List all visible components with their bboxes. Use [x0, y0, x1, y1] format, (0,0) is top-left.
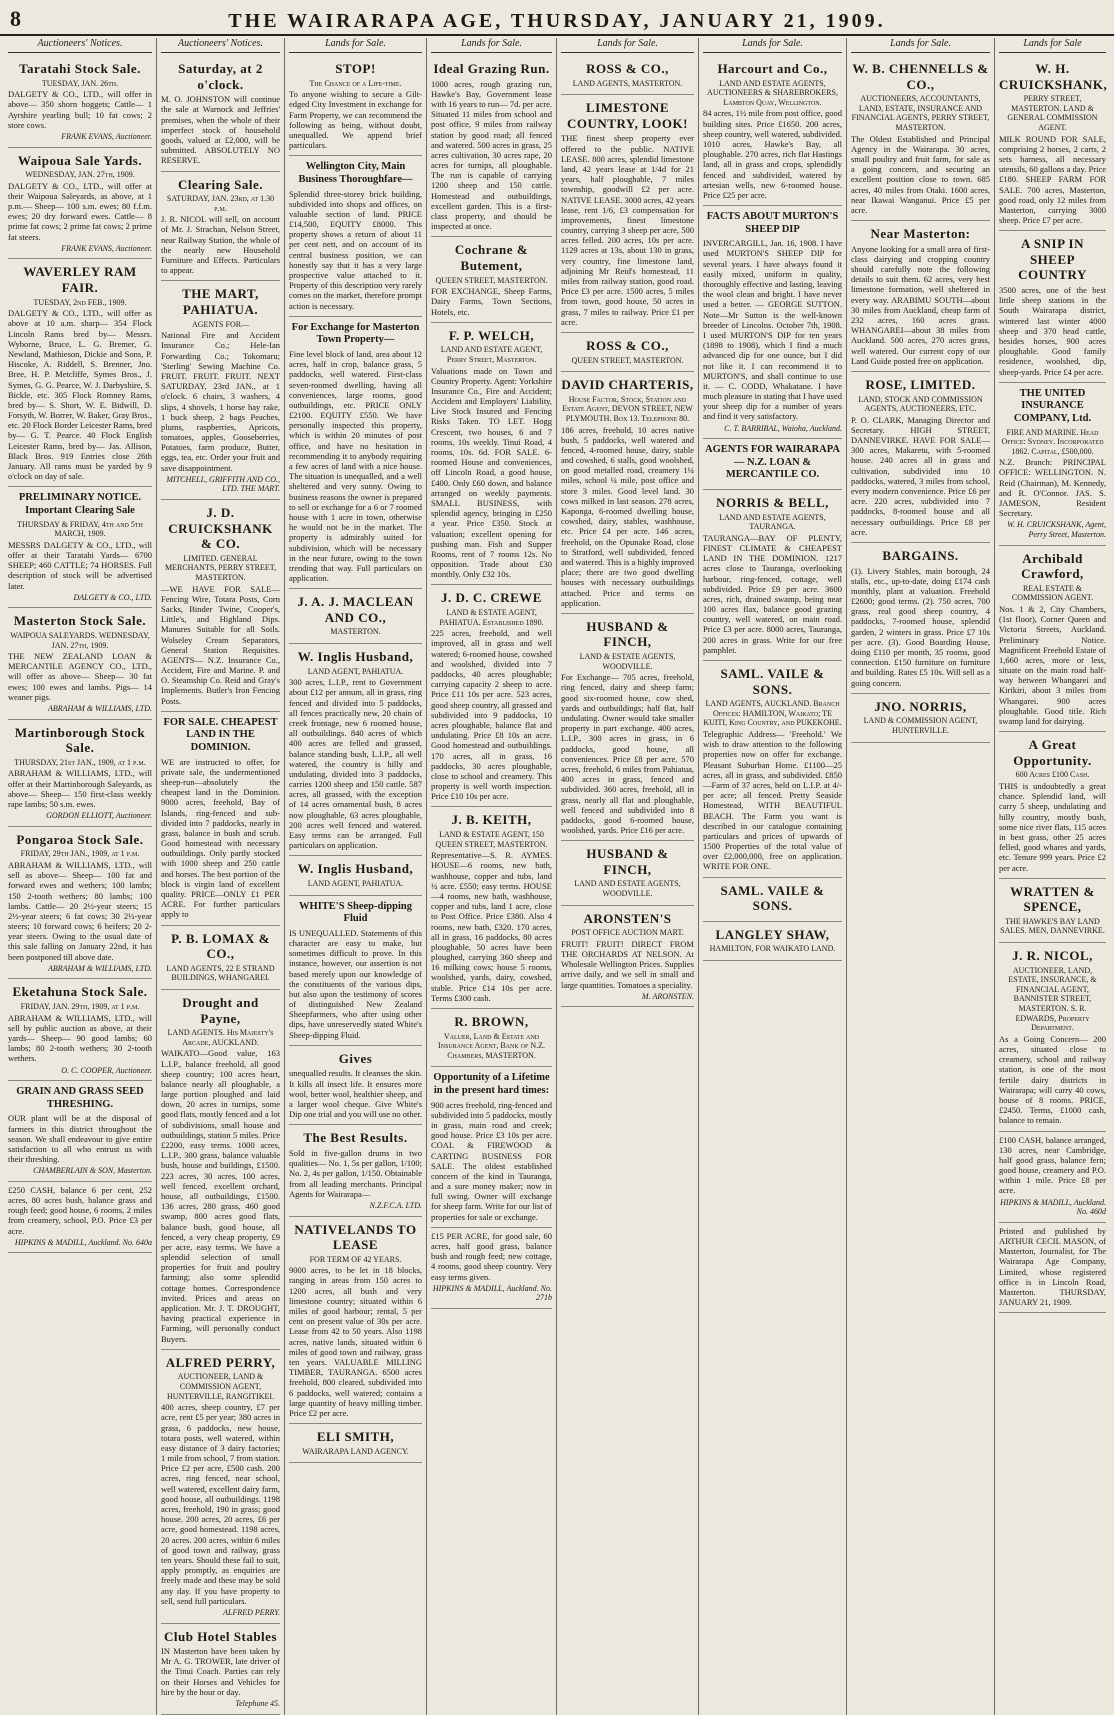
ad-body-text: Fine level block of land, area about 12 acres, half in crop, balance grass, 5 paddocks, well watered. First-class seven-roomed dwelling, having all conveniences, large rooms, good outbuildings, etc. PRICE ONLY £2100. EQUITY £550. We have personally inspected this property, which is within 20 minutes of post office, and have no hesitation in recommending it to anybody requiring a few acres of land with a nice house. The situation is unequalled, and a well sheltered and very sunny. Owing to business reasons the owner is prepared to sell or exchange for a 6 or 7 roomed house with 1 acre in town, otherwise he would not be in the market. The property is admirably suited for subdivision, which will be necessary in the near future, owing to the town trending that way. Full particulars on application.	[289, 348, 422, 584]
ad-body-text: WE are instructed to offer, for private sale, the undermentioned sheep-run—absolutely the cheapest land in the Dominion. 9000 acres, freehold, Bay of Islands, ring-fenced and sub-divided into 7 paddocks, nearly in grass, balance in bush and scrub. Good homestead with necessary outbuildings. Only partly stocked with 1000 sheep and 250 cattle and horses. The best portion of the block is virgin land of excellent quality. PRICE—ONLY £1 PER ACRE. For further particulars apply to	[161, 756, 280, 920]
ad-body-text: The Oldest Established and Principal Agency in the Wairarapa. 30 acres, small poultry and fruit farm, for sale as a going concern, and securing an excellent position close to town. 685 acres, 40 miles from Otaki. 1600 acres, near Ikawai Wanganui. Price £5 per acre.	[851, 133, 990, 215]
column-heading: Lands for Sale.	[289, 38, 422, 53]
advertisement	[289, 1125, 422, 1216]
advertisement	[999, 383, 1106, 546]
advertisement	[431, 807, 552, 1009]
ad-body-text: 3500 acres, one of the best little sheep stations in the South Wairarapa district, wintered last winter 4000 sheep and 370 head cattle, besides horses, 900 acres ploughable. Good family residence, woolshed, dip, sheep-yards. Price £4 per acre.	[999, 285, 1106, 377]
ad-title: LANGLEY SHAW,	[715, 926, 830, 942]
ad-title: R. BROWN,	[454, 1014, 529, 1030]
ad-title: WAVERLEY RAM FAIR.	[23, 264, 137, 296]
ad-signature: MITCHELL, GRIFFITH AND CO., LTD. THE MART.	[166, 474, 280, 494]
column-heading: Auctioneers' Notices.	[161, 38, 280, 53]
ad-subtitle: LAND & COMMISSION AGENT, HUNTERVILLE.	[863, 716, 978, 735]
ad-title: FACTS ABOUT MURTON'S SHEEP DIP	[706, 211, 839, 235]
ad-body-text: ABRAHAM & WILLIAMS, LTD., will offer at their Martinborough Saleyards, as above— Sheep— 150 first-class weekly rape lambs; 50 s.m. ewes.	[8, 768, 152, 809]
ad-title: NATIVELANDS TO LEASE	[294, 1221, 417, 1253]
advertisement	[161, 926, 280, 990]
ad-signature: GORDON ELLIOTT, Auctioneer.	[46, 811, 152, 821]
ad-signature: W. H. CRUICKSHANK, Agent, Perry Street, Masterton.	[1007, 520, 1106, 539]
ad-body-text: (1). Livery Stables, main borough, 24 stalls, etc., up-to-date, doing £174 cash monthly, plant at valuation. Freehold £2600; good terms. (2). 750 acres, 700 grass, real good sheep country, 4 paddocks, 7-roomed house, splendid garden, 2 winters in grass. Price £7 10s per acre. (3). Good Boarding House, doing £110 per month, 35 rooms, good connection. £150 furniture on furniture and building. Rates £5 10s. Will sell as a going concern.	[851, 565, 990, 688]
advertisement	[161, 281, 280, 500]
ad-title: W. H. CRUICKSHANK,	[999, 61, 1108, 92]
advertisement	[851, 543, 990, 694]
ad-title: GRAIN AND GRASS SEED THRESHING.	[16, 1086, 144, 1110]
ad-title: PRELIMINARY NOTICE. Important Clearing Sale	[18, 492, 142, 516]
ad-title: J. D. C. CREWE	[441, 590, 542, 606]
newspaper-title: THE WAIRARAPA AGE, THURSDAY, JANUARY 21, 1909.	[228, 10, 886, 32]
column-heading: Lands for Sale.	[431, 38, 552, 53]
ad-title: ROSS & CO.,	[586, 61, 669, 76]
ad-signature: HIPKINS & MADILL, Auckland. No. 271b	[432, 1283, 552, 1303]
ad-title: THE MART, PAHIATUA.	[182, 286, 259, 317]
ad-subtitle: THURSDAY, 21st JAN., 1909, at 1 p.m.	[14, 757, 146, 767]
column-1	[4, 38, 157, 1715]
ad-subtitle: THURSDAY & FRIDAY, 4th and 5th MARCH, 1909.	[17, 519, 143, 539]
ad-body-text: 300 acres, L.I.P., rent to Government about £12 per annum, all in grass, ring fenced and divided into 5 paddocks, all fences practically new, 20 chain of creek frontage, new 6 roomed house, all outbuildings. 840 acres of which 400 acres are felled and grassed, balance standing bush, L.I.P., all well watered, the country is hilly and undulating, divided into 3 paddocks, carries 1200 sheep and 150 cattle. 587 acres, all grassed, with the exception of 14 acres ornamental bush, 8 acres now ploughable, 63 acres ploughable, 200 acres well fenced and watered. Easy terms can be arranged. Full particulars on application.	[289, 677, 422, 851]
advertisement	[999, 879, 1106, 943]
advertisement	[999, 1132, 1106, 1223]
ad-title: Gives	[338, 1050, 373, 1066]
ad-subtitle: FOR TERM OF 42 YEARS.	[309, 1254, 402, 1264]
ad-title: ROSE, LIMITED.	[865, 376, 976, 392]
ad-body-text: £250 CASH, balance 6 per cent, 252 acres, 80 acres bush, balance grass and rough feed; good house, 6 rooms, 2 miles from creamery, school, P.O. Price £3 per acre.	[8, 1184, 152, 1236]
ad-title: Pongaroa Stock Sale.	[16, 831, 144, 847]
ad-title: P. B. LOMAX & CO.,	[171, 930, 270, 962]
ad-body-text: ABRAHAM & WILLIAMS, LTD., will sell by public auction as above, at their yards— Sheep— 90 good lambs; 60 lambs; 80 2-tooth wethers; 30 2-tooth wethers.	[8, 1012, 152, 1064]
ad-title: ARONSTEN'S	[583, 910, 672, 926]
ad-title: F. P. WELCH,	[448, 327, 535, 343]
ad-body-text: —WE HAVE FOR SALE— Fencing Wire, Totara Posts, Corn Sacks, Binder Twine, Cooper's, Little's, and Highland Dips. Manures Suitable for all Soils. Wolseley Cream Separators, General Station Requisites. AGENTS— N.Z. Insurance Co., Accident, Fire and Marine. P. and O. Steamship Co. Reid and Gray's Implements. Butler's Iron Fencing Posts.	[161, 583, 280, 706]
ad-title: Taratahi Stock Sale.	[19, 61, 141, 76]
ad-title: Opportunity of a Lifetime in the present hard times:	[433, 1072, 550, 1096]
ad-body-text: Nos. 1 & 2, City Chambers, (1st floor), Corner Queen and Victoria Streets, Auckland. Preliminary Notice. Magnificent Freehold Estate of 1,660 acres, more or less, situate on the main road half-way between Whangarei and Kirikiri, about 3 miles from Whangarei. 900 acres ploughable. Good title. Rich swamp land for dairying.	[999, 603, 1106, 727]
advertisement	[703, 56, 842, 206]
ad-subtitle: REAL ESTATE & COMMISSION AGENT.	[1011, 583, 1094, 603]
advertisement	[431, 585, 552, 807]
column-heading: Auctioneers' Notices.	[8, 38, 152, 53]
advertisement	[8, 56, 152, 148]
ad-subtitle: TUESDAY, JAN. 26th.	[41, 78, 119, 88]
ad-title: THE UNITED INSURANCE COMPANY, Ltd.	[1013, 387, 1092, 424]
ad-title: J. D. CRUICKSHANK & CO.	[168, 505, 273, 552]
advertisement	[851, 372, 990, 543]
ad-subtitle: MASTERTON.	[330, 627, 381, 637]
ad-subtitle: LAND AND ESTATE AGENTS, TAURANGA.	[719, 512, 826, 532]
ad-subtitle: LAND AGENT, PAHIATUA.	[307, 879, 404, 888]
ad-title: W. Inglis Husband,	[297, 861, 414, 877]
column-3	[285, 38, 427, 1715]
ad-title: For Exchange for Masterton Town Property—	[291, 321, 420, 346]
ad-title: WHITE'S Sheep-dipping Fluid	[299, 900, 412, 925]
ad-body-text: For Exchange— 705 acres, freehold, ring fenced, dairy and sheep farm; good six-roomed house, cow shed, yards and outbuildings; half flat, half undulating. Owner would take smaller property in part exchange. 400 acres, L.I.P., 300 acres in grass, in 6 paddocks, good house, all conveniences. Price £8 per acre. 570 acres, freehold, 6 miles from Pahiatua, 400 acres in grass, fenced and subdivided. 360 acres, freehold, all in grass, nearly all flat and ploughable, well fenced and subdivided into 8 paddocks, good 6-roomed house, woolshed, yards. Price £16 per acre.	[561, 672, 694, 836]
ad-body-text: MILK ROUND FOR SALE, comprising 2 horses, 2 carts, 2 sets harness, all necessary utensils, 60 gallons a day. Price £180. SHEEP FARM FOR SALE. 700 acres, Masterton, good road, only 12 miles from Masterton, carrying 3000 sheep. Price £7 per acre.	[999, 133, 1106, 226]
ad-body-text: To anyone wishing to secure a Gilt-edged City Investment in exchange for Farm Property, we can recommend the following as being, without doubt, unequalled. We append brief particulars.	[289, 89, 422, 151]
advertisement	[431, 323, 552, 586]
ad-title: Drought and Payne,	[182, 994, 259, 1026]
ad-title: HUSBAND & FINCH,	[586, 846, 669, 877]
columns	[4, 38, 1110, 1709]
ad-subtitle: LAND AGENTS, 22 E STRAND BUILDINGS, WHANGAREI.	[166, 963, 275, 983]
advertisement	[289, 317, 422, 590]
ad-body-text: ABRAHAM & WILLIAMS, LTD., will sell as above— Sheep— 100 fat and forward ewes and wethers; 100 lambs; 150 2-tooth wethers; 80 lambs; 100 lambs. Cattle— 20 2½-year steers; 15 2½-year steers; 6 fat cows; 30 2½-year steers; 10 forward cows; 6 heifers; 20 2-year steers. Owing to the usual date of this sale falling on January 22nd, it has been postponed till above date.	[8, 859, 152, 962]
advertisement	[289, 896, 422, 1046]
ad-title: NORRIS & BELL,	[716, 495, 829, 510]
advertisement	[289, 589, 422, 644]
ad-subtitle: PERRY STREET, MASTERTON. LAND & GENERAL COMMISSION AGENT.	[1007, 94, 1098, 132]
advertisement	[8, 1081, 152, 1182]
ad-title: The Best Results.	[303, 1130, 408, 1146]
ad-title: LIMESTONE COUNTRY, LOOK!	[567, 100, 688, 131]
column-2	[157, 38, 285, 1715]
ad-signature: FRANK EVANS, Auctioneer.	[61, 243, 152, 253]
advertisement	[289, 1424, 422, 1463]
ad-subtitle: WAIRARAPA LAND AGENCY.	[302, 1446, 409, 1456]
ad-signature: CHAMBERLAIN & SON, Masterton.	[33, 1166, 152, 1176]
ad-title: Harcourt and Co.,	[717, 61, 828, 76]
ad-signature: ABRAHAM & WILLIAMS, LTD.	[47, 963, 152, 973]
ad-body-text: N.Z. Branch: PRINCIPAL OFFICE: WELLINGTON. N. Reid (Chairman), M. Kennedy, and R. O'Connor. JAS. S. JAMESON, Resident Secretary.	[999, 457, 1106, 519]
ad-signature: HIPKINS & MADILL, Auckland. No. 640a	[14, 1237, 152, 1247]
ad-subtitle: LAND AGENT, PAHIATUA.	[307, 666, 404, 676]
advertisement	[703, 439, 842, 490]
ad-subtitle: AUCTIONEER, LAND & COMMISSION AGENT, HUNTERVILLE, RANGITIKEI.	[166, 1372, 275, 1401]
column-heading: Lands for Sale.	[851, 38, 990, 53]
ad-body-text: INVERCARGILL, Jan. 16, 1908. I have used MURTON'S SHEEP DIP for several years. I have always found it easily mixed, uniform in quality, thoroughly effective and lasting, leaving the wool clean and bright. I have never used a better. — GEORGE SUTTON. Note—Mr Sutton is the well-known breeder of Lincolns. October 7th, 1908. I used MURTON'S DIP for ten years (1898 to 1908), which I find a much advanced dip for one ounce, but I did not like it. I can recommend it to MURTON'S, and shall continue to use it. — C. CODD, Whakatane. I have much pleasure in stating that I have used your sheep dip for a number of years and find it very satisfactory.	[703, 238, 842, 422]
ad-title: Masterton Stock Sale.	[13, 613, 147, 629]
ad-title: SAML. VAILE & SONS.	[720, 666, 825, 697]
advertisement	[999, 943, 1106, 1131]
ad-subtitle: LAND AGENTS. His Majesty's Arcade, AUCKLAND.	[167, 1028, 274, 1047]
advertisement	[289, 644, 422, 856]
advertisement	[561, 372, 694, 614]
advertisement	[431, 237, 552, 322]
ad-title: Near Masterton:	[870, 226, 971, 242]
ad-body-text: Splendid three-storey brick building, subdivided into shops and offices, on valuable section of land. PRICE £14,500, EQUITY £8000. This property shows a return of about 11 per cent nett, and on account of its central business position, we can honestly say that it has a very large prospective value attached to it. Property of this description very rarely comes on the market, therefore prompt action is necessary.	[289, 188, 422, 311]
ad-title: Martinborough Stock Sale.	[14, 724, 146, 756]
ad-title: JNO. NORRIS,	[874, 698, 967, 714]
column-8	[995, 38, 1110, 1715]
advertisement	[8, 1182, 152, 1254]
ad-title: W. Inglis Husband,	[297, 649, 414, 665]
ad-title: DAVID CHARTERIS,	[561, 377, 694, 393]
advertisement	[999, 546, 1106, 733]
advertisement	[561, 614, 694, 841]
ad-signature: DALGETY & CO., LTD.	[73, 592, 152, 602]
ad-subtitle: LAND, STOCK AND COMMISSION AGENTS, AUCTIONEERS, ETC.	[858, 394, 983, 414]
ad-subtitle: WEDNESDAY, JAN. 27th, 1909.	[25, 170, 135, 180]
ad-subtitle: AUCTIONEER, LAND, ESTATE, INSURANCE, & FINANCIAL AGENT, BANNISTER STREET, MASTERTON. S. R. EDWARDS, Property Department.	[1008, 965, 1097, 1033]
ad-title: SAML. VAILE & SONS.	[720, 882, 825, 914]
ad-title: Waipoua Sale Yards.	[17, 152, 143, 168]
advertisement	[289, 56, 422, 156]
ad-subtitle: WAIPOUA SALEYARDS. WEDNESDAY, JAN. 27th, 1909.	[10, 630, 150, 650]
advertisement	[561, 95, 694, 333]
ad-subtitle: THE HAWKE'S BAY LAND SALES. MEN, DANNEVIRKE.	[1000, 916, 1105, 936]
advertisement	[289, 1046, 422, 1126]
ad-body-text: J. R. NICOL will sell, on account of Mr. J. Strachan, Nelson Street, near Railway Station, the whole of the nearly new Household Furniture and Effects. Particulars to appear.	[161, 214, 280, 276]
column-4	[427, 38, 557, 1715]
ad-subtitle: HAMILTON, FOR WAIKATO LAND.	[709, 944, 836, 954]
advertisement	[8, 148, 152, 260]
advertisement	[161, 56, 280, 172]
advertisement	[703, 490, 842, 661]
advertisement	[561, 333, 694, 372]
column-5	[557, 38, 699, 1715]
ad-body-text: 900 acres freehold, ring-fenced and subdivided into 5 paddocks, mostly in grass, main road and creek; good house. Price £3 10s per acre. COAL & FIREWOOD & CARTING BUSINESS FOR SALE. The oldest established concern of the kind in Tauranga, and a sure money maker; now in full swing. Owner will exchange for sheep farm. Write for our list of properties for sale or exchange.	[431, 1099, 552, 1222]
ad-signature: FRANK EVANS, Auctioneer.	[61, 131, 152, 141]
ad-signature: M. ARONSTEN.	[641, 991, 694, 1001]
ad-body-text: Anyone looking for a small area of first-class dairying and cropping country should carefully note the following details to suit them. 62 acres, very best limestone formation, well sheltered in every way. ARABIMU SOUTH—about 30 miles from Auckland, cheap farm of 232 acres, 160 acres grass. WHANGAREI—about 38 miles from Auckland. 500 acres, 270 acres grass, well watered. Our current copy of our Land Guide posted free on application.	[851, 243, 990, 366]
advertisement	[431, 56, 552, 237]
ad-body-text: WAIKATO—Good value, 163 L.I.P., balance freehold, all good sheep country; 100 acres heart, balance nearly all ploughable, a large portion ploughed and laid down, 20 acres in turnips, some good flats, mostly fenced and a lot of subdivisions, small house and outbuildings, station 5 miles. Price £2200, easy terms. 1000 acres, L.I.P., 300 grass, balance valuable bush, house and buildings, £1500. 223 acres, 30 acres, 100 acres, well fenced, excellent orchard, house, all outbuildings, £1500. 136 acres, 280 grass, 460 good swamp, 800 acres good flats, balance bush, good house, all fenced, a very cheap property, £9 per acre, easy terms. We have a splendid selection of small properties for fruit and poultry farming; also some splendid cottage homes. Correspondence invited. Prices and areas on application. Mr. J. T. DROUGHT, having practical experience in Farming, will personally conduct Buyers.	[161, 1048, 280, 1344]
advertisement	[289, 156, 422, 316]
ad-body-text: unequalled results. It cleanses the skin. It kills all insect life. It ensures more wool, better wool, healthier sheep, and a larger wool cheque. Give White's Dip one trial and you will use no other.	[289, 1068, 422, 1120]
ad-title: AGENTS FOR WAIRARAPA— N.Z. LOAN & MERCANTILE CO.	[705, 444, 840, 481]
advertisement	[561, 841, 694, 905]
ad-title: ALFRED PERRY,	[165, 1354, 276, 1370]
ad-title: ELI SMITH,	[316, 1429, 395, 1445]
advertisement	[8, 608, 152, 719]
ad-body-text: 1000 acres, rough grazing run, Hawke's Bay, Government lease with 16 years to run— 7d. per acre. Situated 11 miles from school and post office, 9 miles from railway station by good road; all fenced and watered. 500 acres in grass, 25 acres cultivation, 30 acres rape, 20 acres for turnips, all ploughable. The run is capable of carrying 1200 sheep and 150 cattle. Homestead and outbuildings, excellent garden. This is a first-class property, and should be inspected at once.	[431, 78, 552, 232]
ad-body-text: FRUIT! FRUIT! DIRECT FROM THE ORCHARDS AT NELSON. At Wholesale Wellington Prices. Supplies arrive daily, and we sell in small and large quantities. Tomatoes a speciality.	[561, 938, 694, 990]
ad-title: Archibald Crawford,	[1021, 550, 1084, 582]
advertisement	[999, 56, 1106, 231]
ad-subtitle: SATURDAY, JAN. 23rd, at 1.30 p.m.	[166, 194, 275, 213]
advertisement	[431, 1067, 552, 1227]
advertisement	[561, 906, 694, 1008]
ad-title: Eketahuna Stock Sale.	[12, 984, 148, 1000]
ad-body-text: P. O. CLARK, Managing Director and Secretary. HIGH STREET, DANNEVIRKE. HAVE FOR SALE— 300 acres, Makaretu, with 5-roomed house. 240 acres all in grass and cultivation, subdivided into 10 paddocks, watered, 3 miles from school, every modern convenience. Price £6 per acre. 220 acres, subdivided into 7 paddocks, 8-roomed house and all necessary outbuildings. Price £8 per acre.	[851, 414, 990, 537]
ad-subtitle: The Chance of a Life-time.	[309, 78, 402, 88]
ad-body-text: Sold in five-gallon drums in two qualities— No. 1, 5s per gallon, 1/100; No. 2, 4s per gallon, 1/150. Obtainable from all leading merchants. Principal Agents for Wairarapa—	[289, 1147, 422, 1199]
advertisement	[703, 878, 842, 922]
ad-title: J. B. KEITH,	[451, 812, 532, 828]
ad-title: STOP!	[335, 61, 376, 76]
ad-subtitle: FRIDAY, 29th JAN., 1909, at 1 p.m.	[20, 849, 140, 859]
ad-subtitle: 600 Acres £100 Cash.	[1015, 770, 1090, 780]
ad-title: BARGAINS.	[882, 547, 959, 563]
masthead	[0, 0, 1114, 36]
ad-subtitle: QUEEN STREET, MASTERTON.	[571, 355, 684, 365]
ad-body-text: Printed and published by ARTHUR CECIL MASON, of Masterton, Journalist, for The Wairarapa Age Company, Limited, whose registered office is in Lincoln Road, Masterton. THURSDAY, JANUARY 21, 1909.	[999, 1225, 1106, 1308]
ad-body-text: 84 acres, 1½ mile from post office, good building sites. Price £1650. 200 acres, sheep country, well watered, subdivided. 1010 acres, Hawke's Bay, all ploughable. 270 acres, rich flat Hastings land, all in grass and crops, splendidly fenced and subdivided, watered by artesian wells, new 6-roomed house. Price £25 per acre.	[703, 108, 842, 200]
ad-subtitle: LAND AND ESTATE AGENT, Perry Street, Masterton.	[440, 345, 543, 364]
ad-signature: ABRAHAM & WILLIAMS, LTD.	[47, 704, 152, 714]
ad-signature: C. T. BARRIBAL, Waioha, Auckland.	[724, 423, 842, 433]
ad-title: W. B. CHENNELLS & CO.,	[852, 61, 989, 92]
ad-body-text: £15 PER ACRE, for good sale, 60 acres, half good grass, balance bush and rough feed; new cottage, 4 rooms, good sheep country. Very easy terms given.	[431, 1230, 552, 1282]
ad-subtitle: FRIDAY, JAN. 29th, 1909, at 1 p.m.	[20, 1002, 140, 1011]
ad-body-text: MESSRS DALGETY & CO., LTD., will offer at their Taratahi Yards— 6700 SHEEP; 460 CATTLE; 74 HORSES. Full description of stock will be advertised later.	[8, 539, 152, 591]
ad-body-text: IN Masterton have been taken by Mr A. G. TROWER, late driver of the Tinui Coach. Parties can rely on their Horses and Vehicles for hire by the hour or day.	[161, 1646, 280, 1697]
ad-body-text: £100 CASH, balance arranged, 130 acres, near Cambridge, half good grass, balance fern; good house, creamery and P.O. within 1 mile. Price £8 per acre.	[999, 1134, 1106, 1196]
column-heading: Lands for Sale	[999, 38, 1106, 53]
ad-title: FOR SALE. CHEAPEST LAND IN THE DOMINION.	[163, 716, 278, 753]
advertisement	[289, 856, 422, 895]
ad-body-text: 186 acres, freehold, 10 acres native bush, 5 paddocks, well watered and fenced, 4-roomed house, dairy, stable and cowshed, 6 stalls, good woolshed, on good metalled road, creamery 1¼ miles, school ¼ mile, post office and store 3 miles. Good level land. 30 cows milked in last season. 278 acres, Kaponga, 6-roomed dwelling house, cowshed, dairy, stables, washhouse, etc. Price £4 per acre. 146 acres, freehold, on the Opunake Road, close to Stratford, well subdivided, fenced and watered. This is a highly improved place; there are two good dwelling houses with necessary outbuildings attached. Price and terms on application.	[561, 424, 694, 608]
ad-body-text: TAURANGA—BAY OF PLENTY, FINEST CLIMATE & CHEAPEST LAND IN THE DOMINION. 1217 acres close to Tauranga, overlooking harbour, ring-fenced, cottage, well subdivided. Price £9 per acre. 3600 acres, rich, drained swamp, being near 100 acres flax, balance good grazing country, well watered, on main road. Price £3 per acre. 8000 acres, Tauranga, 200 acres in grass. Write for our free pamphlet.	[703, 532, 842, 655]
ad-subtitle: LAND AGENTS, MASTERTON.	[572, 78, 683, 88]
column-6	[699, 38, 847, 1715]
ad-subtitle: House Factor, Stock, Station and Estate Agent, DEVON STREET, NEW PLYMOUTH. Box 13. Telephone 80.	[562, 394, 693, 423]
ad-body-text: M. O. JOHNSTON will continue the sale at Warnock and Jeffries' premises, when the whole of their imperfect stock of household goods, valued at £2,000, will be submitted. ABSOLUTELY NO RESERVE.	[161, 94, 280, 166]
ad-title: WRATTEN & SPENCE,	[1010, 883, 1095, 915]
ad-body-text: FOR EXCHANGE, Sheep Farms, Dairy Farms, Town Sections, Hotels, etc.	[431, 286, 552, 317]
advertisement	[431, 1228, 552, 1309]
ad-body-text: OUR plant will be at the disposal of farmers in this district throughout the season. We shall endeavour to give entire satisfaction to all who entrust us with their threshing.	[8, 1113, 152, 1165]
ad-body-text: DALGETY & CO., LTD., will offer in above— 350 shorn hoggets; Cattle— 1 Ayrshire yearling bull; 10 fat cows; 2 store cows.	[8, 89, 152, 130]
advertisement	[999, 1223, 1106, 1314]
advertisement	[161, 712, 280, 926]
advertisement	[161, 500, 280, 712]
ad-signature: HIPKINS & MADILL, Auckland. No. 460d	[1000, 1197, 1106, 1217]
ad-body-text: DALGETY & CO., LTD., will offer as above at 10 a.m. sharp— 354 Flock Lincoln Rams bred by— Messrs. Wyborne, Bruce, L. G. Bremer, G. Newland, Mathieson, Dickie and Sons, P. Hiscoke, A. Riddell, S. Brenner, Jno. Bree, H. P. Metcliffe, Symes Bros., J. Symes, G. G. Pearce, W. J. Darbyshire, S. Bickle, etc. 305 Flock Romney Rams, bred by— S. Short, W. E. Bidwill, D. Forsyth, W. Borrer, W. Baker, Gray Bros., etc. 20 Flock Border Leicester Rams, bred by— G. T. Pearce. 40 Flock English Leicester Rams, bred by— Jas. Allison, Black Bros. 919 Entries close 26th January. All rams must be yarded by 9 o'clock on day of sale.	[8, 308, 152, 482]
ad-signature: O. C. COOPER, Auctioneer.	[61, 1065, 152, 1075]
ad-subtitle: LAND & ESTATE AGENTS, WOODVILLE.	[579, 652, 676, 671]
ad-title: J. A. J. MACLEAN AND CO.,	[297, 594, 414, 625]
ad-title: Saturday, at 2 o'clock.	[178, 61, 263, 92]
ad-subtitle: TUESDAY, 2nd FEB., 1909.	[33, 297, 127, 307]
advertisement	[703, 661, 842, 878]
ad-title: Clearing Sale.	[178, 176, 263, 192]
ad-body-text: As a Going Concern— 200 acres, situated close to creamery, school and railway station, is one of the most fertile dairy districts in Wairarapa; will carry 40 cows, house of 8 rooms. PRICE, £2450. Terms, £1000 cash, balance to remain.	[999, 1033, 1106, 1126]
ad-title: Club Hotel Stables	[163, 1628, 277, 1644]
ad-title: A Great Opportunity.	[1013, 737, 1092, 768]
advertisement	[561, 56, 694, 95]
ad-body-text: IS UNEQUALLED. Statements of this character are easy to make, but sometimes difficult to prove. In this instance, however, our assertion is not based merely upon our knowledge of the constituents of the various dips, but also upon the testimony of scores of distinguished New Zealand Sheepfarmers, who after using other dips, have unreservedly stated White's Sheep-dipping Fluid.	[289, 927, 422, 1040]
column-heading: Lands for Sale.	[703, 38, 842, 53]
ad-subtitle: QUEEN STREET, MASTERTON.	[435, 275, 548, 285]
advertisement	[703, 206, 842, 439]
advertisement	[851, 221, 990, 372]
ad-title: Ideal Grazing Run.	[433, 61, 550, 76]
ad-body-text: DALGETY & CO., LTD., will offer at their Waipoua Saleyards, as above, at 1 p.m.— Sheep— 100 s.m. ewes; 80 f.f.m. ewes; 20 dry forward ewes. Cattle— 8 prime fat cows; 2 prime fat cows; 2 prime fat steers.	[8, 180, 152, 242]
ad-subtitle: FIRE AND MARINE. Head Office: Sydney. Incorporated 1862. Capital, £500,000.	[1001, 427, 1104, 456]
ad-signature: ALFRED PERRY.	[223, 1607, 280, 1617]
ad-subtitle: LIMITED. GENERAL MERCHANTS, PERRY STREET, MASTERTON.	[164, 553, 277, 582]
advertisement	[999, 732, 1106, 878]
ad-title: Cochrane & Butement,	[454, 242, 529, 273]
advertisement	[999, 231, 1106, 382]
ad-body-text: 9000 acres, to be let in 18 blocks, ranging in areas from 150 acres to 1200 acres, all bush and very limestone country; situated within 6 miles of good harbour; rental, 5 per cent on present value of 30s per acre. Lease from 42 to 50 years. Also 1198 acres, native lands, situated within 6 miles of good town and railway, grass ten years. VALUABLE MILLING TIMBER, TAURANGA. 6500 acres freehold, 800 cleared, subdivided into 6 paddocks, well watered; contains a large quantity of heavy milling timber. Price £2 per acre.	[289, 1265, 422, 1418]
ad-body-text: Valuations made on Town and Country Property. Agent: Yorkshire Insurance Co., Fire and Accident; Accident and Employers' Liability, Live Stock Insured and Fencing Risks Taken. TO LET. Hogg Crescent, two houses, 6 and 7 rooms, 10s weekly. Tinui Road, 4 rooms, 10s. 6d. FOR SALE. 6-roomed House and conveniences, off Lincoln Road, a good house, £400. Only £60 down, and balance arranged on weekly payments. SMALL BUSINESS, with splendid agency, bringing in £250 a year. Price £350. Stock at valuation; excellent opening for pushing man. Fish and Supper Rooms, rent of 7 rooms 12s. No opposition. Trade about £30 monthly. Only £32 10s.	[431, 365, 552, 580]
ad-subtitle: AGENTS FOR—	[191, 319, 250, 329]
ad-title: ROSS & CO.,	[586, 337, 669, 353]
advertisement	[431, 1009, 552, 1067]
page-number: 8	[10, 6, 21, 31]
advertisement	[851, 56, 990, 221]
advertisement	[851, 694, 990, 743]
column-7	[847, 38, 995, 1715]
advertisement	[161, 1350, 280, 1624]
ad-body-text: 225 acres, freehold, and well improved, all in grass and well watered; 6-roomed house, cowshed and woolshed, divided into 7 paddocks, 40 acres ploughable; carrying capacity 2 sheep to acre. Price £11 10s per acre. 523 acres, good sheep country, all grassed and subdivided into 9 paddocks, 10 acres ploughable, balance flat and undulating. Price £8 10s an acre. Good homestead and outbuildings. 170 acres, all in grass, 16 paddocks, 30 acres ploughable, close to school and creamery. This property is well worth inspection. Price £10 10s per acre.	[431, 628, 552, 802]
ad-signature: N.Z.F.C.A. LTD.	[369, 1200, 422, 1210]
advertisement	[289, 1217, 422, 1425]
advertisement	[703, 922, 842, 961]
column-heading: Lands for Sale.	[561, 38, 694, 53]
ad-body-text: 400 acres, sheep country, £7 per acre, rent £5 per year; 380 acres in grass, 6 paddocks, new house, totara posts, well watered, within easy distance of 3 dairy factories; 1 mile from school, 7 from station. Price £2 per acre, £500 cash. 200 acres, ring fenced, near school, well watered, excellent dairy farm, good house, all outbuildings. 1198 acres, freehold, 190 in grass; good house. 200 acres, 20 acres, £6 per acre, good homestead. 1198 acres, 20 acres. 200 acres, within 6 miles of good town and railway, grass ten years. Should these fail to suit, apply promptly, as enquiries are freely made and these may be sold any day. If you have property to sell, send full particulars.	[161, 1402, 280, 1606]
advertisement	[8, 720, 152, 827]
ad-subtitle: LAND AND ESTATE AGENTS, WOODVILLE.	[574, 879, 681, 899]
ad-title: J. R. NICOL,	[1012, 948, 1093, 964]
advertisement	[161, 1624, 280, 1715]
ad-body-text: Representative—S. R. AYMES. HOUSE—6 rooms, new bath, washhouse, copper and tubs, land ¼ acre. £550; easy terms. HOUSE—4 rooms, new bath, washhouse, copper and tubs, land 1 acre, close to Post Office. Price £380. Also 4 rooms, new bath, £320. 170 acres, all in grass, 16 paddocks, 80 acres ploughable, 50 acres have been ploughed, carrying 360 sheep and 16 milking cows; house 5 rooms, woolshed, yards, dairy, cowshed, stable. Price £14 10s per acre. Terms £300 cash.	[431, 850, 552, 1003]
ad-subtitle: LAND AND ESTATE AGENTS, AUCTIONEERS & SHAREBROKERS, Lambton Quay, Wellington.	[707, 78, 838, 107]
ad-body-text: THIS is undoubtedly a great chance. Splendid land, will carry 5 sheep, undulating and hilly country, mostly bush, some nice river flats, 115 acres in best grass, other 25 acres felled, good whares and yards, etc. Tenure 999 years. Price £2 per acre.	[999, 781, 1106, 873]
ad-signature: Telephone 45.	[235, 1699, 280, 1709]
ad-subtitle: AUCTIONEERS, ACCOUNTANTS, LAND, ESTATE, INSURANCE AND FINANCIAL AGENTS, PERRY STREET, MASTERTON.	[851, 94, 990, 132]
advertisement	[161, 172, 280, 282]
ad-subtitle: Valuer, Land & Estate and Insurance Agent, Bank of N.Z. Chambers, MASTERTON.	[437, 1031, 545, 1060]
ad-subtitle: LAND & ESTATE AGENT, 150 QUEEN STREET, MASTERTON.	[435, 830, 548, 849]
ad-title: Wellington City, Main Business Thoroughfare—	[298, 161, 413, 185]
ad-title: A SNIP IN SHEEP COUNTRY	[1018, 236, 1087, 283]
advertisement	[8, 259, 152, 487]
ad-body-text: THE finest sheep property ever offered to the public. NATIVE LEASE. 800 acres, splendid limestone land, 42 years lease at 1/4d for 21 years, half ploughable, 7 miles township, goodwill £2 per acre. NATIVE LEASE. 3000 acres, 42 years lease, rent 1/6, £3 compensation for improvements, finest limestone country, carrying 3 sheep per acre, 500 acres felled. 200 acres, 10s per acre. 1129 acres at 13s, about 130 in grass, very country, fine limestone land, adjoining Mr Reid's homestead, 11 miles from railway station, good road. Price £3 per acre. 1500 acres, 5 miles from town, good house, 50 acres in grass, 7 miles to railway. Price £1 per acre.	[561, 133, 694, 327]
ad-subtitle: LAND AGENTS, AUCKLAND. Branch Offices: HAMILTON, Waikato; TE KUITI, King Country, and PUKEKOHE.	[703, 699, 842, 728]
ad-body-text: National Fire and Accident Insurance Co.; Hele-Ian Forwarding Co.; Tokomaru; 'Sterling' Sewing Machine Co. FRUIT. FRUIT. FRUIT. NEXT SATURDAY, 23rd JAN., at 1 o'clock. 6 chairs, 3 washers, 4 slips, 4 shovels, 1 horse hay rake, 1 buck sheep, 2 bags Peaches, plums, raspberries, Apricots, tomatoes, apples, Gooseberries, Potatoes, farm produce, Butter, eggs, tea, etc. Order your fruit and save disappointment.	[161, 330, 280, 473]
ad-body-text: Telegraphic Address— 'Freehold.' We wish to draw attention to the following properties now on offer for exchange. Pleasant Suburban Home. £1100—25 acres, all in grass, and subdivided. £850—Farm of 37 acres, held on L.I.P. at 4/- per acre; all fenced. Pretty Seaside Homestead, WITH BEAUTIFUL BEACH. The Farm you want is described in our catalogue containing particulars and prices of upwards of 1500 Properties of the total value of over £2,000,000, free on application. WRITE FOR ONE.	[703, 729, 842, 872]
ad-body-text: THE NEW ZEALAND LOAN & MERCANTILE AGENCY CO., LTD., will offer as above— Sheep— 30 fat ewes; 100 ewes and lambs. Pigs— 14 weaner pigs.	[8, 651, 152, 702]
ad-title: HUSBAND & FINCH,	[586, 618, 669, 650]
advertisement	[8, 827, 152, 980]
advertisement	[8, 487, 152, 608]
advertisement	[161, 990, 280, 1350]
advertisement	[8, 979, 152, 1081]
ad-subtitle: LAND & ESTATE AGENT, PAHIATUA. Established 1890.	[439, 608, 544, 627]
ad-subtitle: POST OFFICE AUCTION MART.	[571, 928, 684, 938]
